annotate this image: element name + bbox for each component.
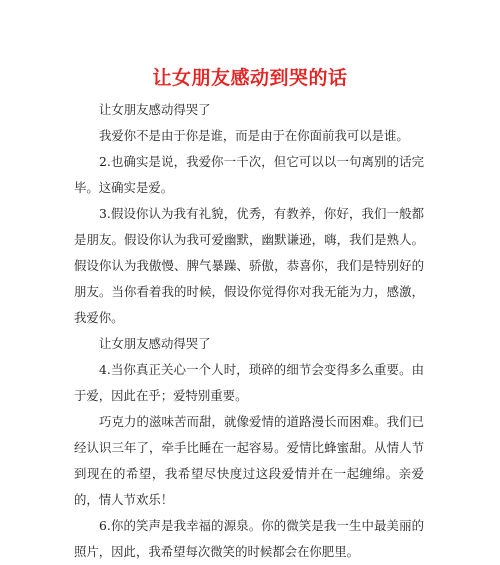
paragraph-4: 4.当你真正关心一个人时，琐碎的细节会变得多么重要。由于爱，因此在乎；爱特别重要。	[74, 362, 424, 403]
paragraph-2: 2.也确实是说，我爱你一千次，但它可以以一句离别的话完毕。这确实是爱。	[74, 154, 424, 195]
paragraph-subheading-2: 让女朋友感动得哭了	[99, 336, 211, 351]
paragraph-6: 6.你的笑声是我幸福的源泉。你的微笑是我一生中最美丽的照片，因此，我希望每次微笑的时候都会在你肥里。	[74, 518, 424, 559]
paragraph-5: 巧克力的滋味苦而甜，就像爱情的道路漫长而困难。我们已经认识三年了，牵手比睡在一起容易。爱情比蜂蜜甜。从情人节到现在的希望，我希望尽快度过这段爱情并在一起缠绵。亲爱的，情人节欢乐！	[74, 414, 424, 507]
paragraph-subheading-1: 让女朋友感动得哭了	[99, 102, 211, 117]
document-body	[74, 97, 424, 565]
document-title: 让女朋友感动到哭的话	[152, 67, 348, 89]
paragraph-3: 3.假设你认为我有礼貌，优秀，有教养，你好，我们一般都是朋友。假设你认为我可爱幽默，幽默谦逊，嗨，我们是熟人。假设你认为我傲慢、脾气暴躁、骄傲，恭喜你，我们是特别好的朋友。当你看着我的时候，假设你觉得你对我无能为力，感激，我爱你。	[74, 206, 424, 325]
paragraph-1: 我爱你不是由于你是谁，而是由于在你面前我可以是谁。	[99, 128, 409, 143]
